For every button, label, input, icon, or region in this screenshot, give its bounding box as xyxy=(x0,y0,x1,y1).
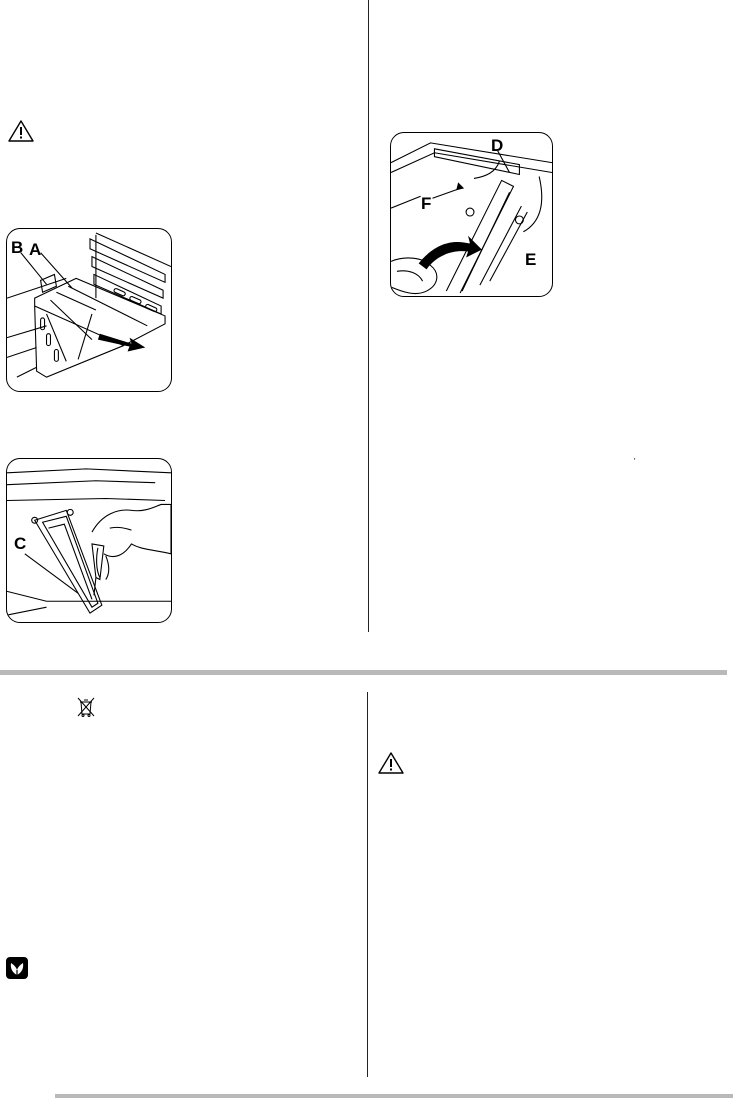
section-divider-bar xyxy=(0,670,727,675)
figure-label-d: D xyxy=(491,136,504,155)
stray-mark: ' xyxy=(634,457,636,466)
figure-shelf-removal xyxy=(6,228,172,392)
figure-label-e: E xyxy=(525,250,537,269)
figure-label-b: B xyxy=(11,238,24,257)
footer-bar xyxy=(55,1094,733,1098)
column-divider-top xyxy=(368,0,369,632)
crossed-out-bin-icon xyxy=(76,696,96,718)
column-divider-bottom xyxy=(367,692,368,1077)
figure-lamp-cover xyxy=(6,458,172,623)
figure-label-f: F xyxy=(421,194,432,213)
figure-label-c: C xyxy=(14,534,27,553)
figure-grill-element xyxy=(390,132,553,297)
warning-triangle-icon xyxy=(7,119,35,143)
environment-leaf-icon xyxy=(5,956,29,980)
warning-triangle-icon-2 xyxy=(377,751,405,775)
figure-label-a: A xyxy=(29,240,42,259)
